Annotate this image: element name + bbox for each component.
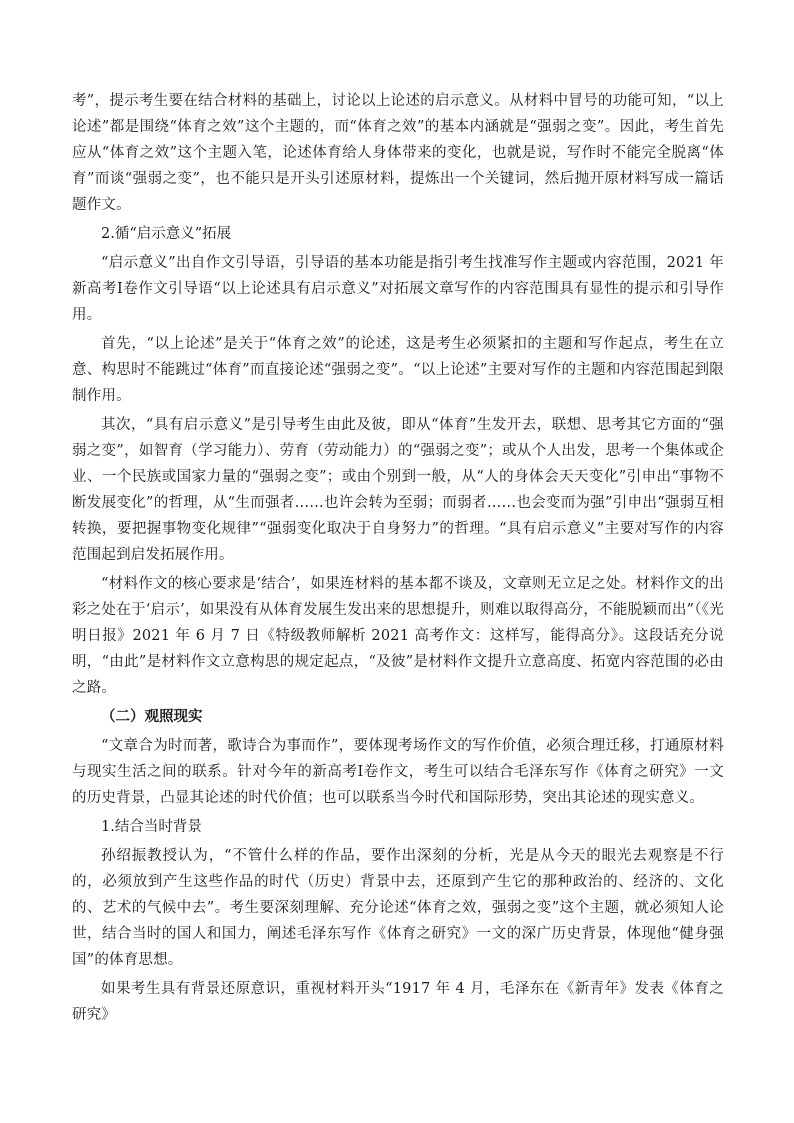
paragraph-4: 其次，“具有启示意义”是引导考生由此及彼，即从“体育”生发开去，联想、思考其它方面的“强弱之变”，如智育（学习能力）、劳育（劳动能力）的“强弱之变”；或从个人出发，思考一个集体或企业、一个民族或国家力量的“强弱之变”；或由个别到一般，从“人的身体会天天变化”引申出“事物不断发展变化”的哲理，从“生而强者……也许会转为至弱；而弱者……也会变而为强”引申出“强弱互相转换，要把握事物变化规律”“强弱变化取决于自身努力”的哲理。“具有启示意义”主要对写作的内容范围起到启发拓展作用。 [72,417,724,563]
section-heading-observe-reality: （二）观照现实 [101,708,203,725]
paragraph-5: “材料作文的核心要求是‘结合’，如果连材料的基本都不谈及，文章则无立足之处。材料作文的出彩之处在于‘启示’，如果没有从体育发展生发出来的思想提升，则难以取得高分，不能脱颖而出”（《光明日报》2021 年 6 月 7 日《特级教师解析 2021 高考作文：这样写，能得高分》。这段话充分说明，“由此”是材料作文立意构思的规定起点，“及彼”是材料作文提升立意高度、拓宽内容范围的必由之路。 [72,576,724,696]
paragraph-7: 孙绍振教授认为，“不管什么样的作品，要作出深刻的分析，光是从今天的眼光去观察是不行的，必须放到产生这些作品的时代（历史）背景中去，还原到产生它的那种政治的、经济的、文化的、艺术的气候中去”。考生要深刻理解、充分论述“体育之效，强弱之变”这个主题，就必须知人论世，结合当时的国人和国力，阐述毛泽东写作《体育之研究》一文的深广历史背景，体现他“健身强国”的体育思想。 [72,848,724,968]
paragraph-8: 如果考生具有背景还原意识，重视材料开头“1917 年 4 月，毛泽东在《新青年》发表《体育之研究》 [72,981,724,1023]
paragraph-1: 考”，提示考生要在结合材料的基础上，讨论以上论述的启示意义。从材料中冒号的功能可知，“以上论述”都是围绕“体育之效”这个主题的，而“体育之效”的基本内涵就是“强弱之变”。因此，考生首先应从“体育之效”这个主题入笔，论述体育给人身体带来的变化，也就是说，写作时不能完全脱离“体育”而谈“强弱之变”，也不能只是开头引述原材料，提炼出一个关键词，然后抛开原材料写成一篇话题作文。 [72,93,724,213]
document-page [72,88,724,1031]
paragraph-6: “文章合为时而著，歌诗合为事而作”，要体现考场作文的写作价值，必须合理迁移，打通原材料与现实生活之间的联系。针对今年的新高考Ⅰ卷作文，考生可以结合毛泽东写作《体育之研究》一文的历史背景，凸显其论述的时代价值；也可以联系当今时代和国际形势，突出其论述的现实意义。 [72,738,724,806]
paragraph-3: 首先，“以上论述”是关于“体育之效”的论述，这是考生必须紧扣的主题和写作起点，考生在立意、构思时不能跳过“体育”而直接论述“强弱之变”。“以上论述”主要对写作的主题和内容范围起到限制作用。 [72,336,724,404]
paragraph-2: “启示意义”出自作文引导语，引导语的基本功能是指引考生找准写作主题或内容范围，2021 年新高考Ⅰ卷作文引导语“以上论述具有启示意义”对拓展文章写作的内容范围具有显性的提示和引导作用。 [72,255,724,323]
subheading-2: 2.循“启示意义”拓展 [101,226,232,242]
subheading-1: 1.结合当时背景 [101,819,202,835]
